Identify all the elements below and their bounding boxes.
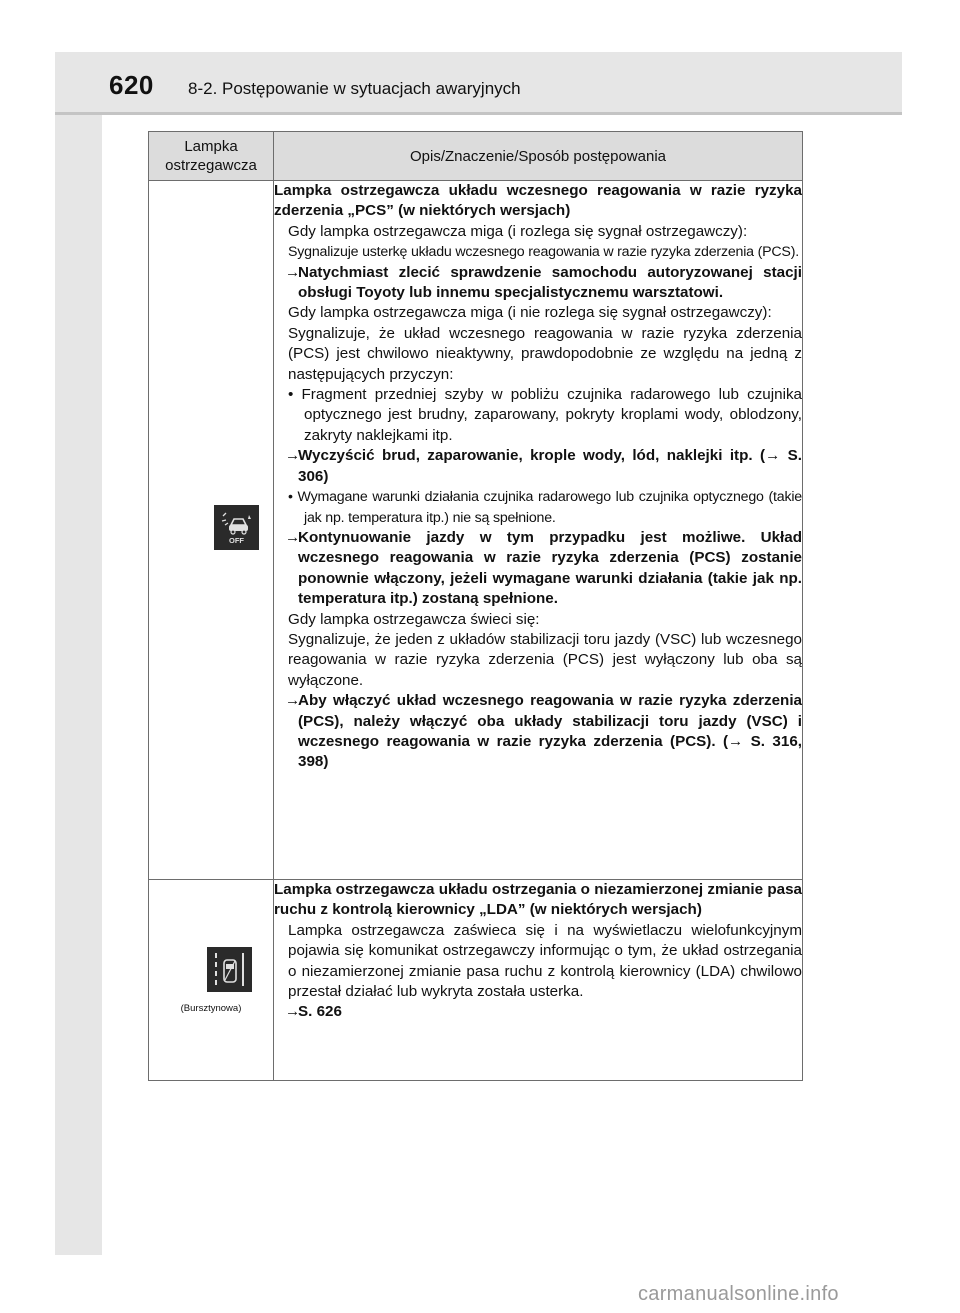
watermark: carmanualsonline.info (638, 1283, 839, 1305)
pcs-off-icon (214, 505, 259, 550)
condition-text: Gdy lampka ostrzegawcza miga (i rozlega się sygnał ostrzegawczy): (288, 222, 748, 240)
light-title: Lampka ostrzegawcza układu wczesnego reagowania w razie ryzyka zderzenia „PCS” (w niektórych wersjach) (274, 182, 802, 220)
bullet-item: • Fragment przedniej szyby w pobliżu czujnika radarowego lub czujnika optycznego jest brudny, zaparowany, pokryty kroplami wody, oblodzony, zakryty naklejkami itp. (288, 386, 802, 444)
condition-text: Gdy lampka ostrzegawcza świeci się: (288, 610, 540, 628)
column-header-description-label: Opis/Znaczenie/Sposób postępowania (410, 147, 666, 165)
description-cell (274, 880, 803, 1081)
action-text: →Wyczyścić brud, zaparowanie, krople wody, lód, naklejki itp. (→ S. 306) (285, 447, 802, 485)
meaning-text: Sygnalizuje usterkę układu wczesnego reagowania w razie ryzyka zderzenia (PCS). (288, 244, 799, 261)
bullet-item: • Wymagane warunki działania czujnika radarowego lub czujnika optycznego (takie jak np. temperatura itp.) nie są spełnione. (288, 489, 802, 526)
column-header-description (274, 132, 803, 181)
section-title: 8-2. Postępowanie w sytuacjach awaryjnych (188, 79, 521, 98)
table-header-row (149, 132, 803, 181)
description-cell (274, 181, 803, 880)
arrow-icon: → (285, 263, 301, 281)
side-tab (55, 52, 102, 1255)
column-header-light (149, 132, 274, 181)
table-row (149, 880, 803, 1081)
header-divider (55, 112, 902, 115)
meaning-text: Lampka ostrzegawcza zaświeca się i na wyświetlaczu wielofunkcyjnym pojawia się komunikat ostrzegawczy informując o tym, że układ ostrzegania o niezamierzonej zmianie pasa ruchu z kontrolą kierownicy (LDA) chwilowo przestał działać lub wykryta została usterka. (288, 921, 802, 1001)
light-title: Lampka ostrzegawcza układu ostrzegania o niezamierzonej zmianie pasa ruchu z kontrolą kierownicy „LDA” (w niektórych wersjach) (274, 881, 802, 919)
arrow-icon: → (285, 692, 301, 710)
column-header-light-label: Lampka ostrzegawcza (165, 138, 257, 174)
action-text: →Kontynuowanie jazdy w tym przypadku jest możliwe. Układ wczesnego reagowania w razie ryzyka zderzenia (PCS) zostanie ponownie włączony, jeżeli wymagane warunki działania (takie jak np. temperatura itp.) zostaną spełnione. (285, 528, 802, 608)
arrow-icon: → (285, 528, 301, 546)
page-number: 620 (109, 70, 154, 100)
action-text: →S. 626 (274, 1002, 802, 1022)
pcs-off-label: OFF (228, 536, 244, 545)
icon-cell (149, 181, 274, 880)
action-text: →Natychmiast zlecić sprawdzenie samochodu autoryzowanej stacji obsługi Toyoty lub innemu specjalistycznemu warsztatowi. (285, 263, 802, 302)
action-text: →Aby włączyć układ wczesnego reagowania w razie ryzyka zderzenia (PCS), należy włączyć oba układy stabilizacji toru jazdy (VSC) i wczesnego reagowania w razie ryzyka zderzenia (PCS). (→ S. 316, 398) (285, 692, 802, 771)
meaning-text: Sygnalizuje, że jeden z układów stabilizacji toru jazdy (VSC) lub wczesnego reagowania w razie ryzyka zderzenia (PCS) jest wyłączony lub oba są wyłączone. (288, 630, 802, 689)
arrow-icon: → (285, 1003, 301, 1021)
meaning-text: Sygnalizuje, że układ wczesnego reagowania w razie ryzyka zderzenia (PCS) jest chwilowo nieaktywny, prawdopodobnie ze względu na jedną z następujących przyczyn: (288, 324, 802, 383)
condition-text: Gdy lampka ostrzegawcza miga (i nie rozlega się sygnał ostrzegawczy): (288, 304, 772, 322)
arrow-icon: → (285, 447, 301, 465)
warning-lights-table (148, 131, 803, 1081)
icon-caption: (Bursztynowa) (180, 1002, 242, 1014)
table-row (149, 181, 803, 880)
icon-cell (149, 880, 274, 1081)
lda-lane-icon (207, 947, 252, 992)
